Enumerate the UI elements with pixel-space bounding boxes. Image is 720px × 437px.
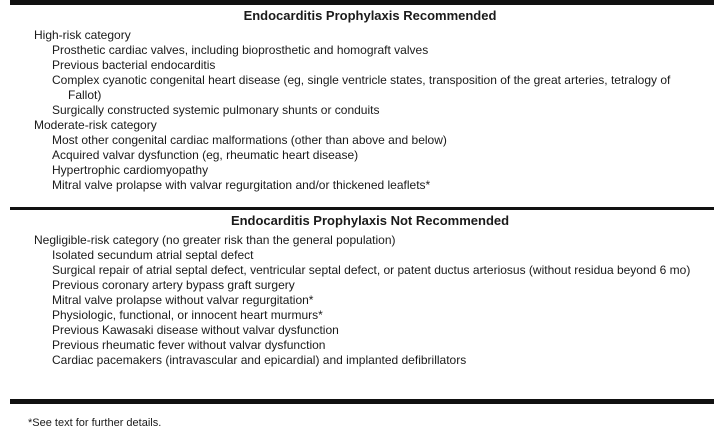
list-item: Acquired valvar dysfunction (eg, rheumatic heart disease) (52, 148, 359, 162)
recommended-heading: Endocarditis Prophylaxis Recommended (243, 8, 497, 23)
list-item: Isolated secundum atrial septal defect (52, 248, 254, 262)
list-item: Cardiac pacemakers (intravascular and epicardial) and implanted defibrillators (52, 353, 467, 367)
high-risk-category-label: High-risk category (34, 28, 131, 42)
list-item: Previous coronary artery bypass graft surgery (52, 278, 295, 292)
not-recommended-heading: Endocarditis Prophylaxis Not Recommended (230, 213, 510, 228)
list-item: Mitral valve prolapse with valvar regurgitation and/or thickened leaflets* (52, 178, 431, 192)
list-item: Surgically constructed systemic pulmonary shunts or conduits (52, 103, 380, 117)
negligible-risk-category-label: Negligible-risk category (no greater risk than the general population) (34, 233, 396, 247)
list-item: Surgical repair of atrial septal defect, ventricular septal defect, or patent ductus arteriosus (without residua beyond 6 mo) (52, 263, 691, 277)
not-recommended-section (34, 213, 706, 368)
list-item: Previous bacterial endocarditis (52, 58, 216, 72)
negligible-risk-list (34, 248, 706, 368)
list-item: Previous Kawasaki disease without valvar dysfunction (52, 323, 339, 337)
list-item: Previous rheumatic fever without valvar dysfunction (52, 338, 326, 352)
top-rule (10, 0, 714, 5)
list-item: Mitral valve prolapse without valvar regurgitation* (52, 293, 314, 307)
footnote: *See text for further details. (28, 417, 162, 429)
list-item: Most other congenital cardiac malformations (other than above and below) (52, 133, 447, 147)
moderate-risk-list (34, 133, 706, 193)
high-risk-list (34, 43, 706, 118)
recommended-section (34, 8, 706, 193)
list-item: Hypertrophic cardiomyopathy (52, 163, 209, 177)
list-item: Complex cyanotic congenital heart disease (eg, single ventricle states, transposition of the great arteries, tetralogy of Fallot) (52, 73, 671, 102)
section-divider (10, 207, 714, 210)
list-item: Physiologic, functional, or innocent heart murmurs* (52, 308, 323, 322)
list-item: Prosthetic cardiac valves, including bioprosthetic and homograft valves (52, 43, 429, 57)
bottom-rule (10, 399, 714, 404)
moderate-risk-category-label: Moderate-risk category (34, 118, 157, 132)
